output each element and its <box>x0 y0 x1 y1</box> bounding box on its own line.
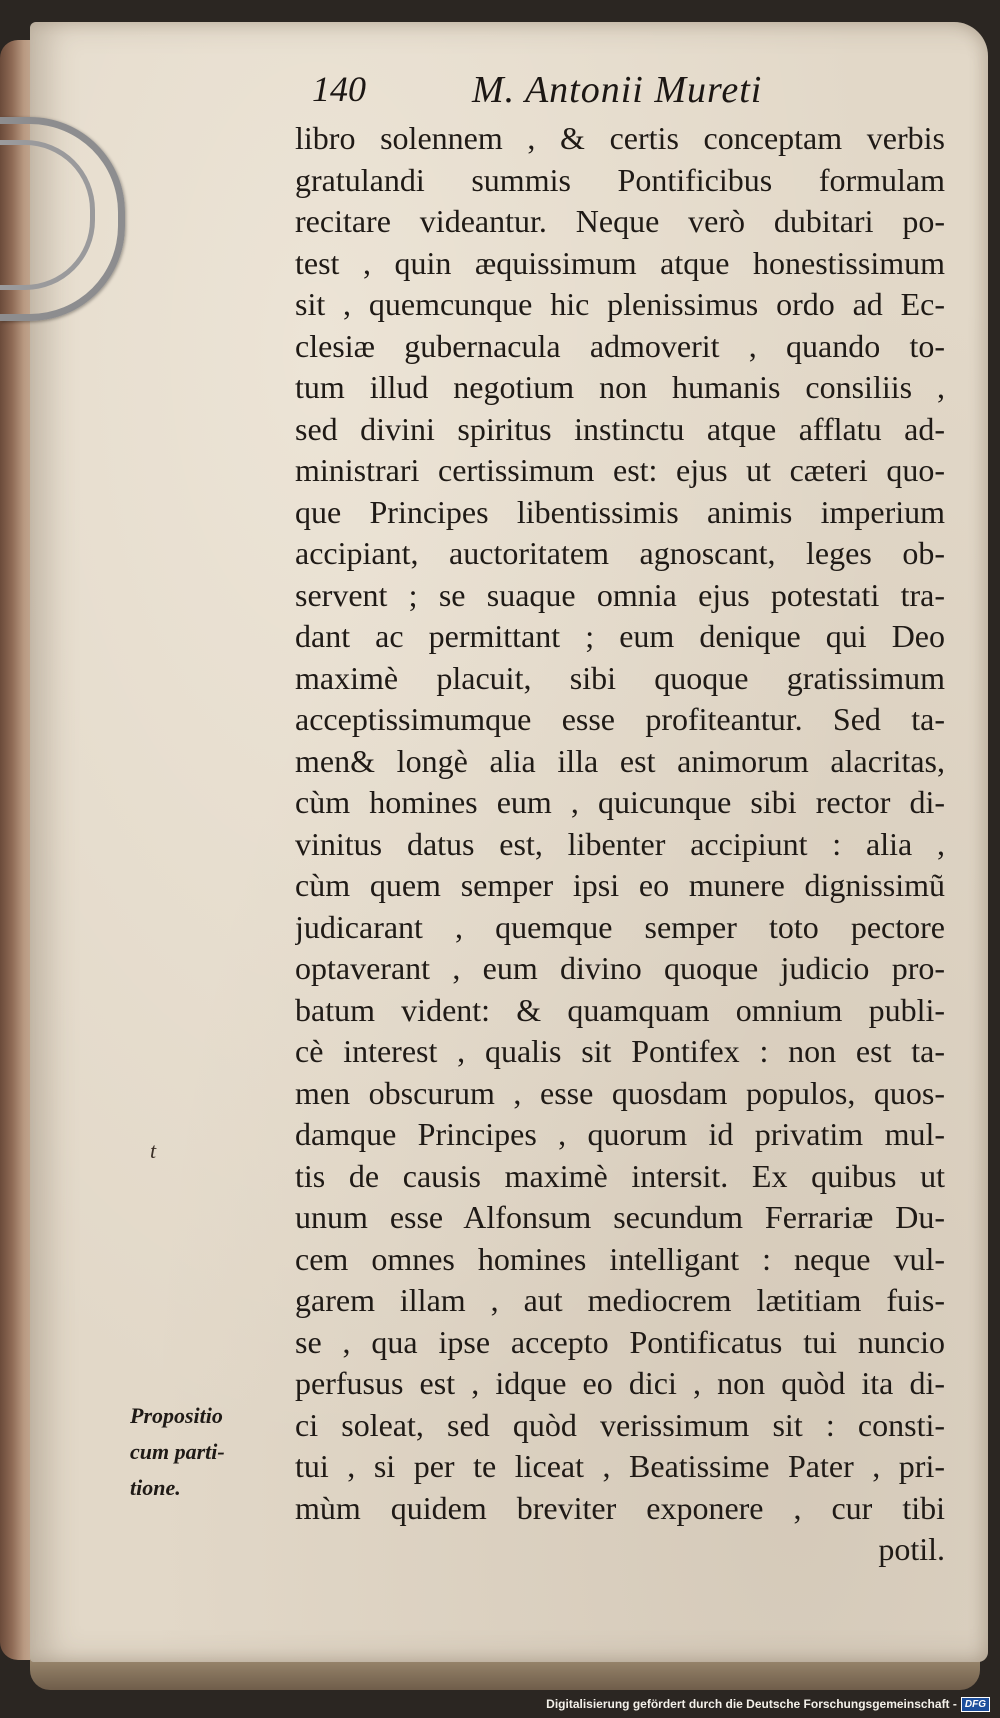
text-line: optaverant , eum divino quoque judicio pro- <box>295 950 945 986</box>
text-line: acceptissimumque esse profiteantur. Sed ta- <box>295 701 945 737</box>
text-line: ministrari certissimum est: ejus ut cæteri quo- <box>295 452 945 488</box>
margin-note-line: tione. <box>130 1475 181 1500</box>
text-line: cem omnes homines intelligant : neque vul- <box>295 1240 945 1277</box>
text-line: que Principes libentissimis animis imperium <box>295 493 945 530</box>
margin-note-line: cum parti- <box>130 1439 225 1464</box>
text-line: damque Principes , quorum id privatim mul- <box>295 1116 945 1152</box>
text-line: cùm quem semper ipsi eo munere dignissimũ <box>295 867 945 903</box>
text-line: mùm quidem breviter exponere , cur tibi <box>295 1489 945 1526</box>
text-line: dant ac permittant ; eum denique qui Deo <box>295 618 945 654</box>
page-number: 140 <box>312 69 366 109</box>
text-line: se , qua ipse accepto Pontificatus tui nuncio <box>295 1323 945 1360</box>
text-line: accipiant, auctoritatem agnoscant, leges ob- <box>295 535 945 571</box>
text-line: vinitus datus est, libenter accipiunt : alia , <box>295 825 945 862</box>
text-line: maximè placuit, sibi quoque gratissimum <box>295 659 945 696</box>
body-text <box>295 118 945 1571</box>
text-line: perfusus est , idque eo dici , non quòd ita di- <box>295 1365 945 1401</box>
text-line: judicarant , quemque semper toto pectore <box>295 908 945 945</box>
footer <box>546 1694 990 1714</box>
text-line: recitare videantur. Neque verò dubitari po- <box>295 203 945 239</box>
text-line: sed divini spiritus instinctu atque afflatu ad- <box>295 410 945 447</box>
text-line: tis de causis maximè intersit. Ex quibus ut <box>295 1157 945 1194</box>
text-line: servent ; se suaque omnia ejus potestati tra- <box>295 576 945 613</box>
text-line: garem illam , aut mediocrem lætitiam fuis- <box>295 1282 945 1318</box>
text-line: men obscurum , esse quosdam populos, quos- <box>295 1074 945 1111</box>
margin-note-line: Propositio <box>130 1403 223 1428</box>
running-title: M. Antonii Mureti <box>472 69 763 111</box>
text-line: test , quin æquissimum atque honestissimum <box>295 244 945 281</box>
text-line: unum esse Alfonsum secundum Ferrariæ Du- <box>295 1199 945 1235</box>
text-line: libro solennem , & certis conceptam verbis <box>295 120 945 156</box>
text-line: gratulandi summis Pontificibus formulam <box>295 161 945 198</box>
page-header <box>312 68 852 124</box>
text-line: ci soleat, sed quòd verissimum sit : consti- <box>295 1406 945 1443</box>
text-line: men& longè alia illa est animorum alacritas, <box>295 742 945 779</box>
margin-note <box>130 1398 280 1506</box>
text-line: sit , quemcunque hic plenissimus ordo ad Ec- <box>295 286 945 322</box>
text-line: tui , si per te liceat , Beatissime Pater , pri- <box>295 1448 945 1484</box>
text-line: clesiæ gubernacula admoverit , quando to- <box>295 327 945 364</box>
text-line: batum vident: & quamquam omnium publi- <box>295 991 945 1028</box>
dfg-logo: DFG <box>961 1697 990 1712</box>
footer-credit: Digitalisierung gefördert durch die Deutsche Forschungsgemeinschaft - <box>546 1697 957 1711</box>
text-line: tum illud negotium non humanis consiliis , <box>295 369 945 405</box>
text-line: cè interest , qualis sit Pontifex : non est ta- <box>295 1033 945 1069</box>
text-line: cùm homines eum , quicunque sibi rector di- <box>295 784 945 820</box>
text-line: potil. <box>878 1531 945 1567</box>
margin-stray-mark: t <box>150 1138 157 1163</box>
